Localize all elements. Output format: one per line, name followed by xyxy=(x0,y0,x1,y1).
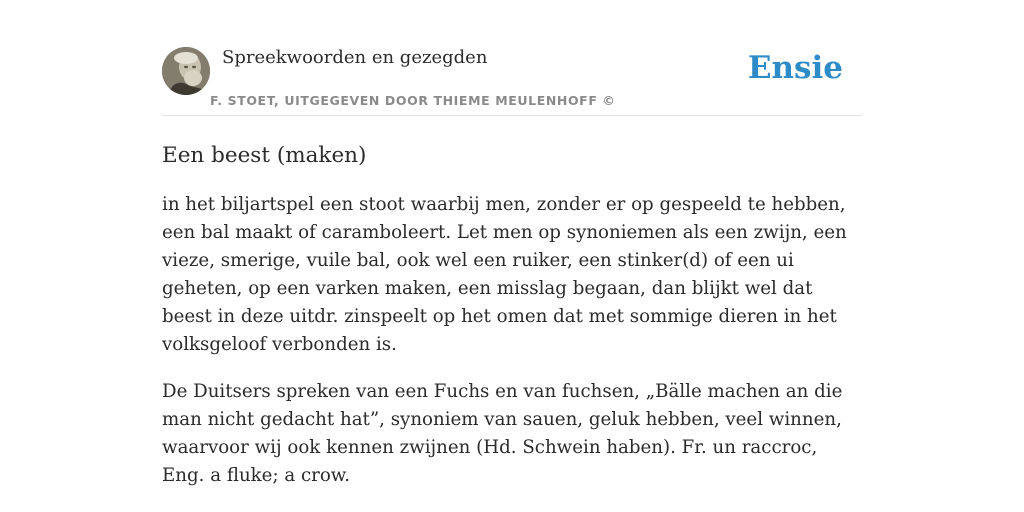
entry-paragraph: in het biljartspel een stoot waarbij men, zonder er op gespeeld te hebben, een bal maakt of caramboleert. Let men op synoniemen als een zwijn, een vieze, smerige, vuile bal, ook wel een ruiker, een stinker(d) of een ui geheten, op een varken maken, een misslag begaan, dan blijkt wel dat beest in deze uitdr. zinspeelt op het omen dat met sommige dieren in het volksgeloof verbonden is. xyxy=(162,194,847,355)
source-title[interactable]: Spreekwoorden en gezegden xyxy=(222,47,488,68)
source-header xyxy=(162,46,862,116)
publisher-credit: F. STOET, UITGEGEVEN DOOR THIEME MEULENHOFF © xyxy=(210,93,616,108)
entry-card xyxy=(162,46,862,490)
ensie-logo[interactable]: Ensie xyxy=(747,50,843,86)
entry-title: Een beest (maken) xyxy=(162,143,367,168)
author-portrait-icon[interactable] xyxy=(162,47,210,95)
entry-paragraph: De Duitsers spreken van een Fuchs en van fuchsen, „Bälle machen an die man nicht gedacht hat”, synoniem van sauen, geluk hebben, veel winnen, waarvoor wij ook kennen zwijnen (Hd. Schwein haben). Fr. un raccroc, Eng. a fluke; a crow. xyxy=(162,381,843,486)
